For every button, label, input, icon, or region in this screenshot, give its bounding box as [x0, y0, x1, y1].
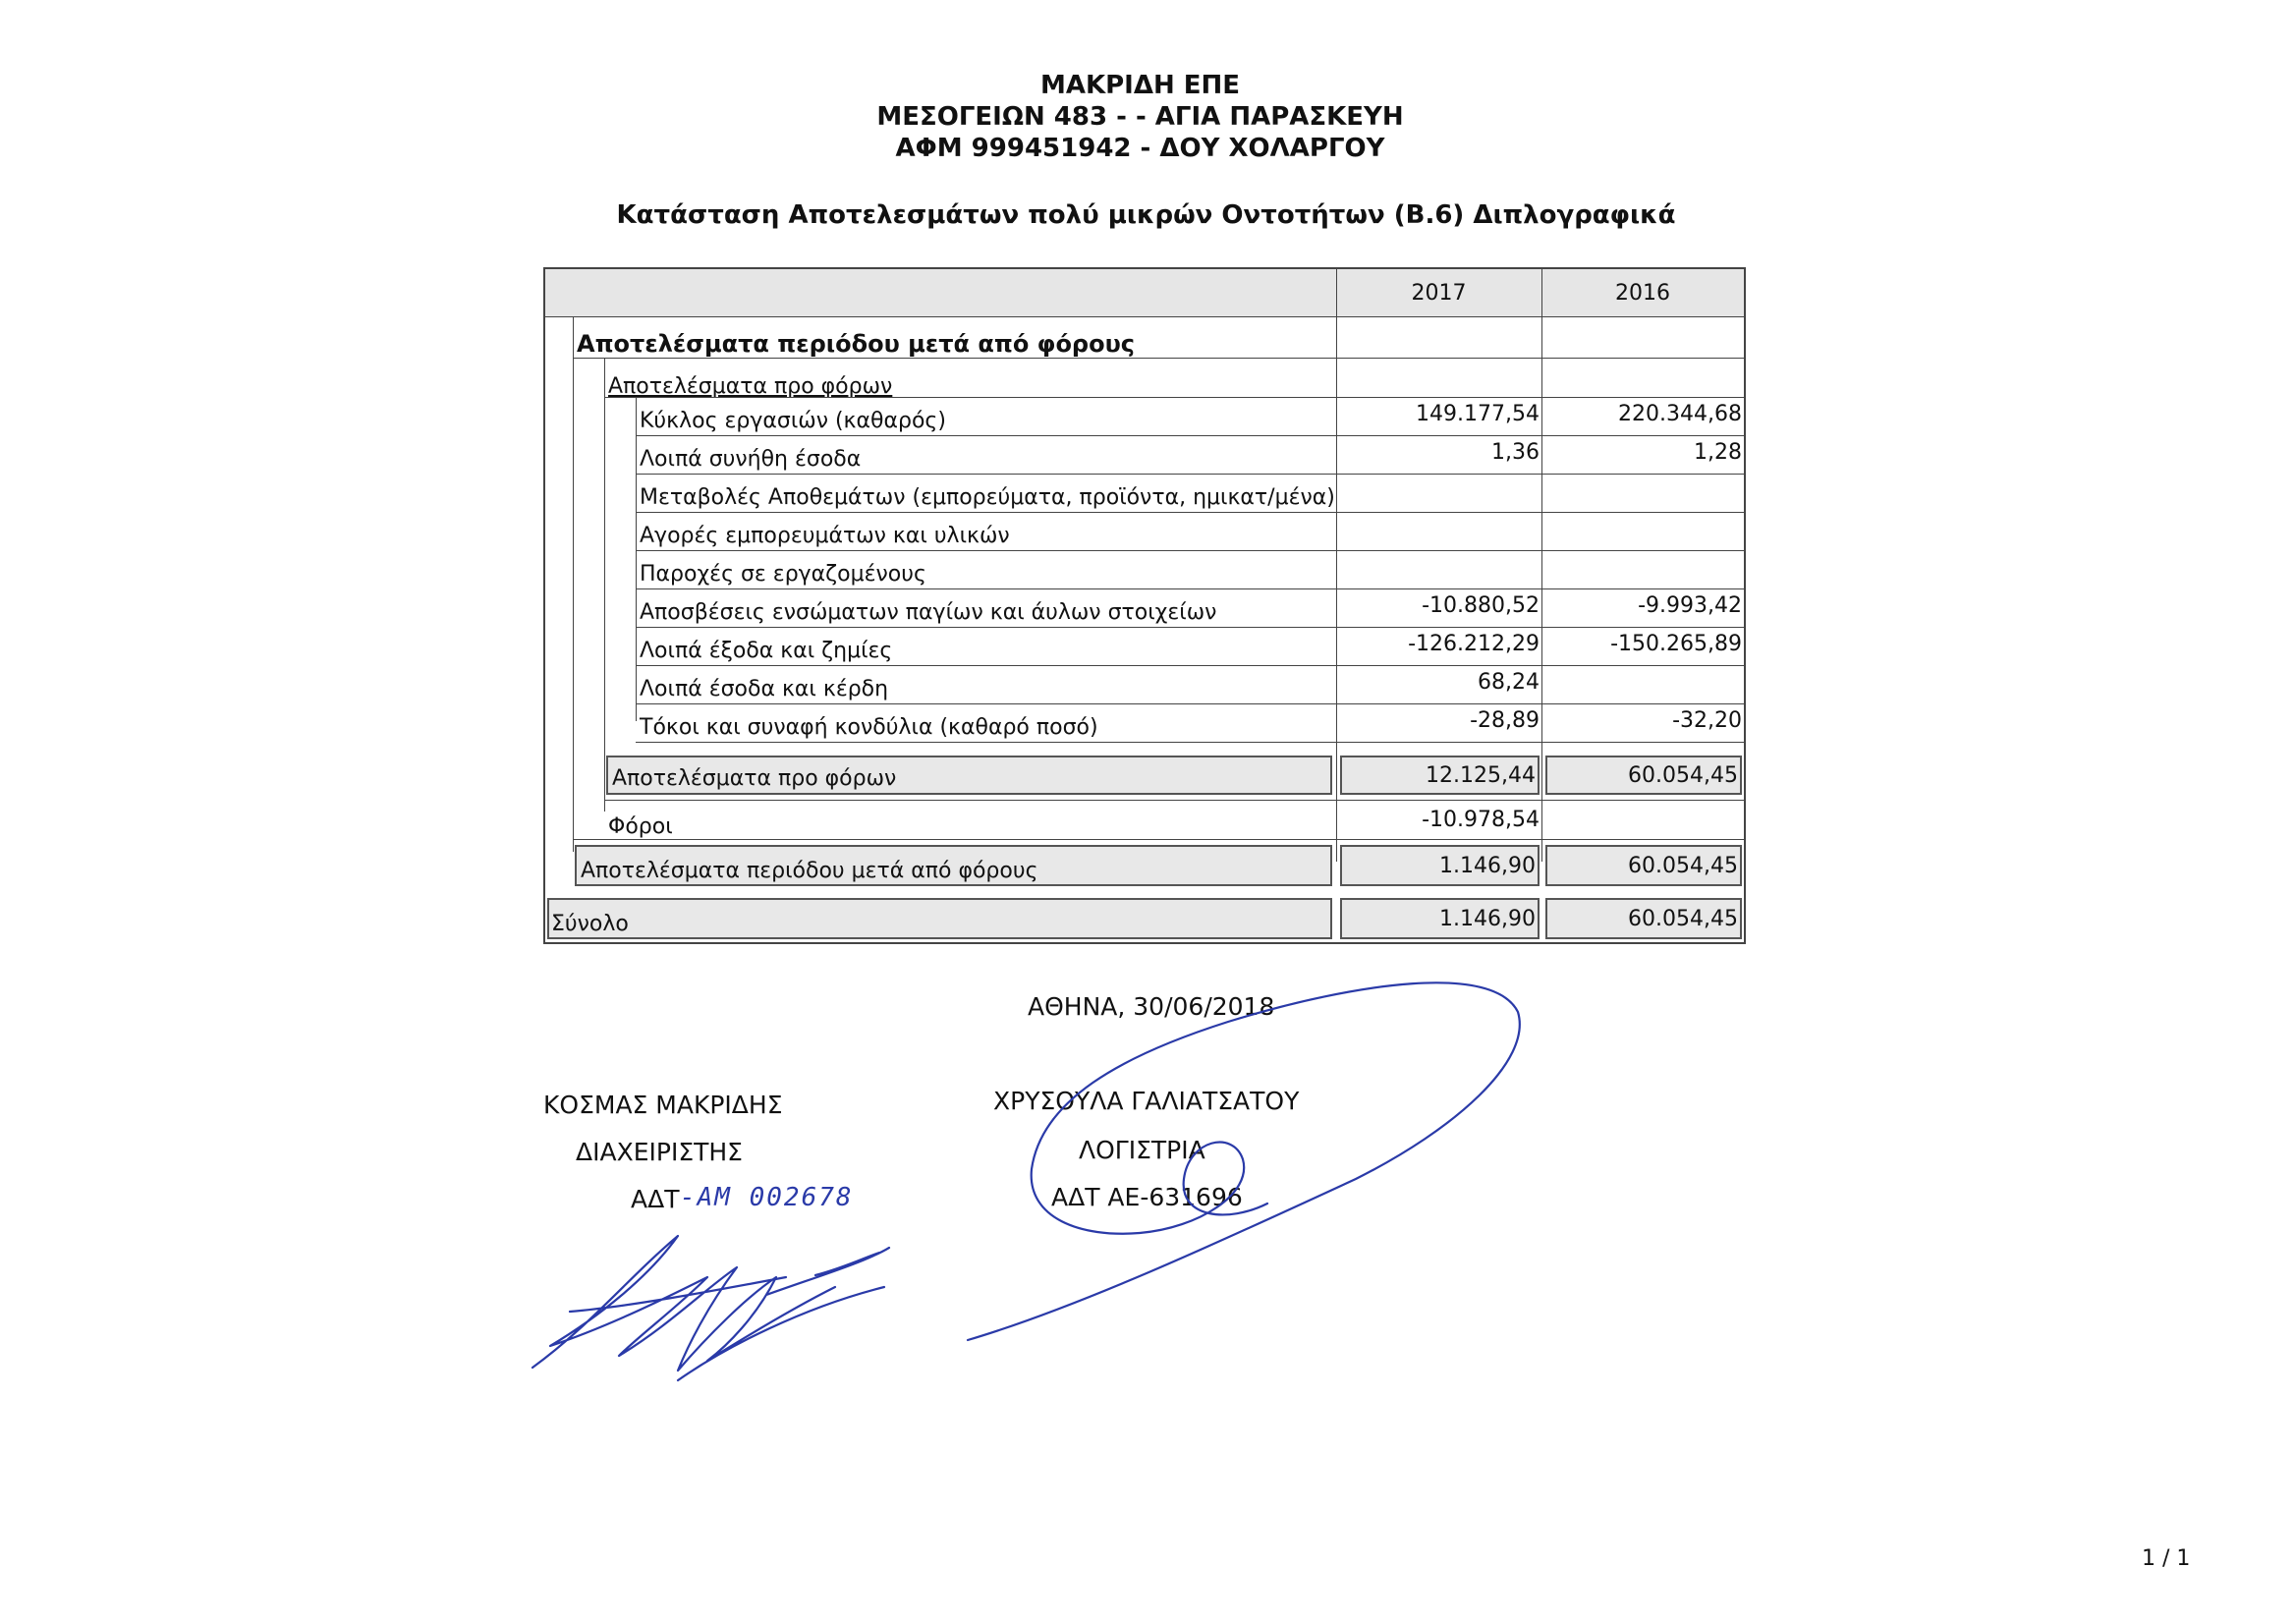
row-value-2017: -10.880,52 — [1422, 593, 1540, 618]
pretax-total-2017: 12.125,44 — [1426, 763, 1536, 788]
row-value-2016: 220.344,68 — [1618, 402, 1742, 426]
row-label: Τόκοι και συναφή κονδύλια (καθαρό ποσό) — [640, 715, 1098, 740]
manager-id-handwritten: -ΑΜ 002678 — [680, 1183, 854, 1212]
subsection-header: Αποτελέσματα προ φόρων — [608, 374, 893, 399]
company-name: ΜΑΚΡΙΔΗ ΕΠΕ — [1039, 71, 1241, 100]
manager-signature — [532, 1236, 889, 1380]
company-address: ΜΕΣΟΓΕΙΩΝ 483 - - ΑΓΙΑ ΠΑΡΑΣΚΕΥΗ — [876, 102, 1404, 132]
year-2016-header: 2016 — [1615, 281, 1670, 306]
aftertax-total-2016: 60.054,45 — [1628, 854, 1738, 878]
row-label: Λοιπά έξοδα και ζημίες — [640, 639, 893, 663]
row-value-2017: 68,24 — [1478, 670, 1540, 695]
pretax-total-label: Αποτελέσματα προ φόρων — [612, 766, 897, 791]
row-value-2017: 1,36 — [1491, 440, 1540, 465]
aftertax-total-2017: 1.146,90 — [1439, 854, 1536, 878]
accountant-role: ΛΟΓΙΣΤΡΙΑ — [1079, 1136, 1205, 1164]
pretax-total-2016: 60.054,45 — [1628, 763, 1738, 788]
manager-name: ΚΟΣΜΑΣ ΜΑΚΡΙΔΗΣ — [543, 1091, 783, 1119]
row-label: Μεταβολές Αποθεμάτων (εμπορεύματα, προϊόντα, ημικατ/μένα) — [640, 485, 1335, 510]
row-label: Παροχές σε εργαζομένους — [640, 562, 926, 587]
company-tax-info: ΑΦΜ 999451942 - ΔΟΥ ΧΟΛΑΡΓΟΥ — [895, 134, 1385, 163]
row-value-2016: -150.265,89 — [1610, 632, 1742, 656]
manager-id-label: ΑΔΤ — [631, 1185, 680, 1213]
row-value-2016: -9.993,42 — [1638, 593, 1742, 618]
row-label: Αποσβέσεις ενσώματων παγίων και άυλων στοιχείων — [640, 600, 1217, 625]
year-2017-header: 2017 — [1411, 281, 1467, 306]
accountant-name: ΧΡΥΣΟΥΛΑ ΓΑΛΙΑΤΣΑΤΟΥ — [993, 1087, 1300, 1115]
place-date: ΑΘΗΝΑ, 30/06/2018 — [1028, 992, 1275, 1021]
taxes-label: Φόροι — [608, 814, 673, 839]
row-value-2016: 1,28 — [1694, 440, 1742, 465]
manager-role: ΔΙΑΧΕΙΡΙΣΤΗΣ — [576, 1138, 743, 1166]
row-label: Κύκλος εργασιών (καθαρός) — [640, 409, 946, 433]
document-title: Κατάσταση Αποτελεσμάτων πολύ μικρών Οντοτήτων (Β.6) Διπλογραφικά — [616, 200, 1676, 230]
row-label: Αγορές εμπορευμάτων και υλικών — [640, 524, 1010, 548]
row-value-2017: -28,89 — [1470, 708, 1540, 733]
row-label: Λοιπά έσοδα και κέρδη — [640, 677, 889, 701]
taxes-2017: -10.978,54 — [1422, 808, 1540, 832]
section-header: Αποτελέσματα περιόδου μετά από φόρους — [577, 330, 1136, 358]
row-label: Λοιπά συνήθη έσοδα — [640, 447, 862, 472]
row-value-2017: -126.212,29 — [1408, 632, 1540, 656]
grand-total-2016: 60.054,45 — [1628, 907, 1738, 931]
page-number: 1 / 1 — [2142, 1546, 2191, 1571]
accountant-signature — [968, 982, 1520, 1340]
row-value-2016: -32,20 — [1672, 708, 1742, 733]
accountant-id: ΑΔΤ ΑΕ-631696 — [1051, 1183, 1243, 1211]
grand-total-2017: 1.146,90 — [1439, 907, 1536, 931]
grand-total-label: Σύνολο — [551, 912, 629, 936]
aftertax-total-label: Αποτελέσματα περιόδου μετά από φόρους — [581, 859, 1038, 883]
row-value-2017: 149.177,54 — [1416, 402, 1540, 426]
